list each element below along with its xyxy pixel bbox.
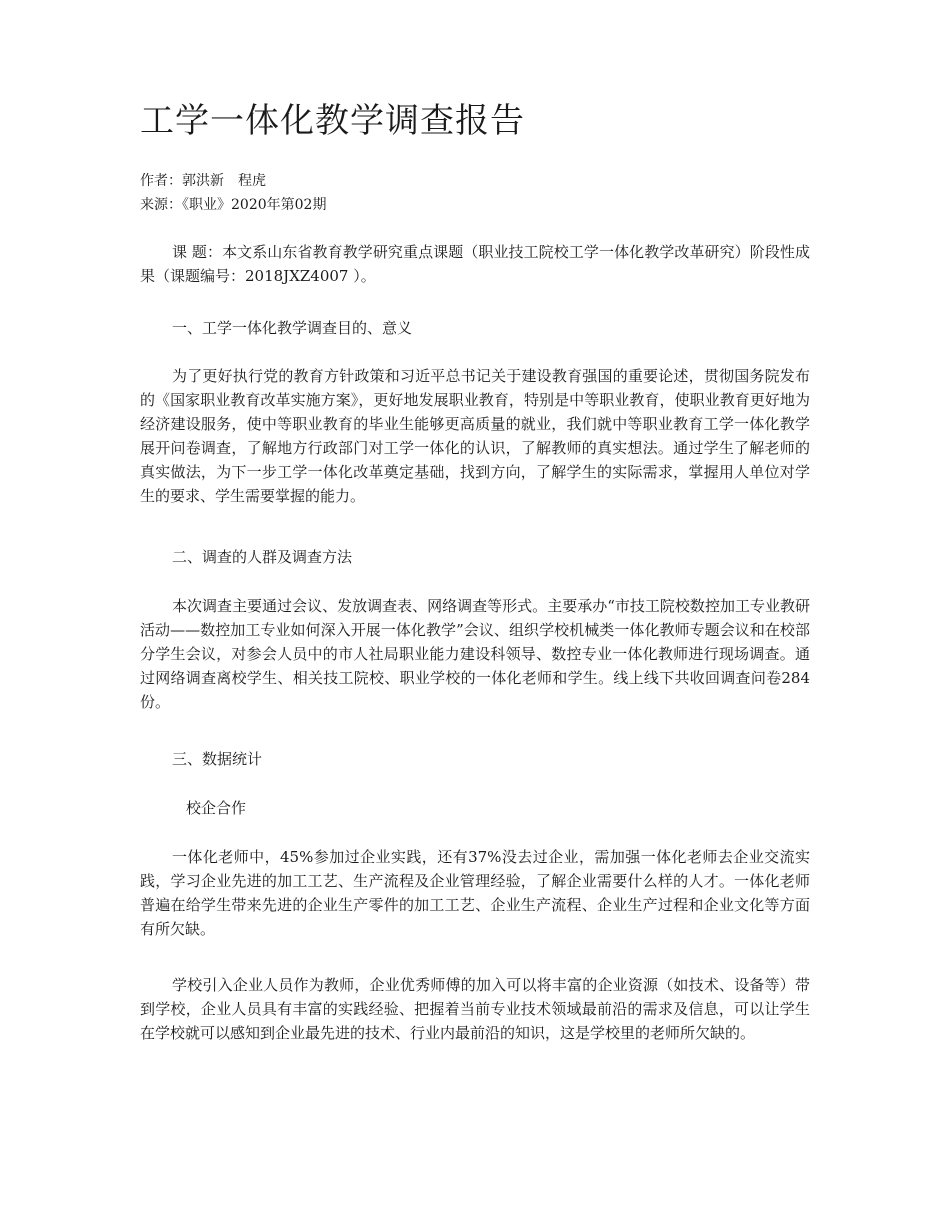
author-line: 作者：郭洪新 程虎 (140, 173, 266, 189)
section-2-body: 本次调查主要通过会议、发放调查表、网络调查等形式。主要承办“市技工院校数控加工专业教研活动——数控加工专业如何深入开展一体化教学”会议、组织学校机械类一体化教师专题会议和在校部分学生会议，对参会人员中的市人社局职业能力建设科领导、数控专业一体化教师进行现场调查。通过网络调查离校学生、相关技工院校、职业学校的一体化老师和学生。线上线下共收回调查问卷284份。 (140, 597, 810, 711)
section-1-heading: 一、工学一体化教学调查目的、意义 (172, 319, 413, 337)
source-line: 来源：《职业》2020年第02期 (140, 197, 327, 213)
section-3-heading: 三、数据统计 (172, 750, 263, 768)
paragraph-enterprise-staff: 学校引入企业人员作为教师，企业优秀师傅的加入可以将丰富的企业资源（如技术、设备等）带到学校，企业人员具有丰富的实践经验、把握着当前专业技术领域最前沿的需求及信息，可以让学生在学校就可以感知到企业最先进的技术、行业内最前沿的知识，这是学校里的老师所欠缺的。 (140, 976, 810, 1042)
document-title: 工学一体化教学调查报告 (140, 101, 525, 141)
subsection-heading: 校企合作 (186, 799, 247, 817)
section-2-heading: 二、调查的人群及调查方法 (172, 548, 353, 566)
paragraph-school-enterprise: 一体化老师中，45%参加过企业实践，还有37%没去过企业，需加强一体化老师去企业交流实践，学习企业先进的加工工艺、生产流程及企业管理经验，了解企业需要什么样的人才。一体化老师普遍在给学生带来先进的企业生产零件的加工工艺、企业生产流程、企业生产过程和企业文化等方面有所欠缺。 (140, 848, 810, 938)
subject-note: 课 题：本文系山东省教育教学研究重点课题（职业技工院校工学一体化教学改革研究）阶段性成果（课题编号：2018JXZ4007 ）。 (140, 243, 810, 285)
section-1-body: 为了更好执行党的教育方针政策和习近平总书记关于建设教育强国的重要论述，贯彻国务院发布的《国家职业教育改革实施方案》，更好地发展职业教育，特别是中等职业教育，使职业教育更好地为经济建设服务，使中等职业教育的毕业生能够更高质量的就业，我们就中等职业教育工学一体化教学展开问卷调查，了解地方行政部门对工学一体化的认识，了解教师的真实想法。通过学生了解老师的真实做法，为下一步工学一体化改革奠定基础，找到方向，了解学生的实际需求，掌握用人单位对学生的要求、学生需要掌握的能力。 (140, 367, 810, 505)
